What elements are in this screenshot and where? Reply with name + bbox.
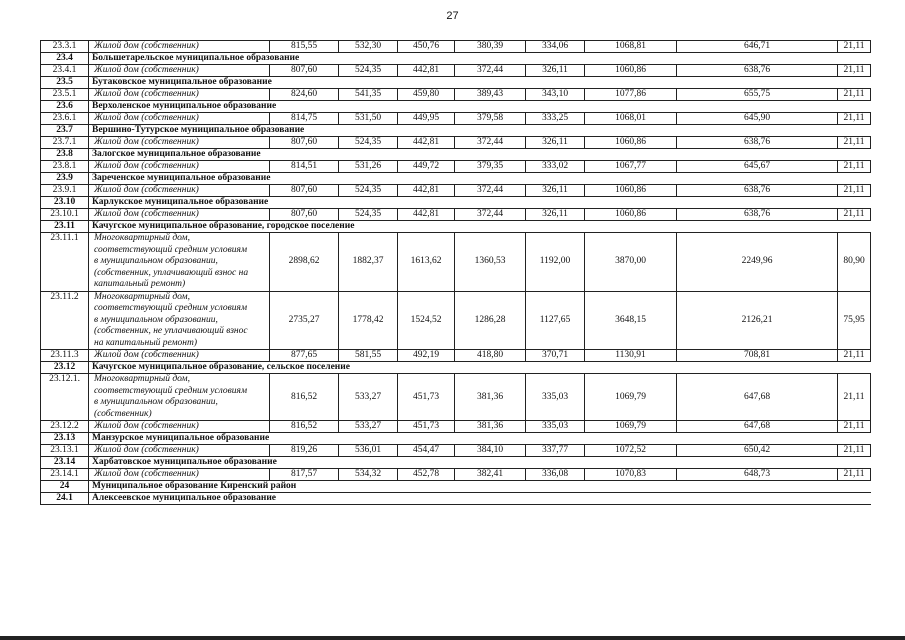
dwelling-type-line: капитальный ремонт) — [94, 279, 186, 289]
row-code: 23.11.3 — [41, 350, 89, 362]
section-title: Карлукское муниципальное образование — [89, 197, 871, 209]
value-cell: 21,11 — [838, 209, 871, 221]
value-cell: 1068,01 — [585, 113, 677, 125]
value-cell: 21,11 — [838, 161, 871, 173]
section-title: Залогское муниципальное образование — [89, 149, 871, 161]
value-cell: 370,71 — [526, 350, 585, 362]
dwelling-type: Жилой дом (собственник) — [89, 41, 270, 53]
value-cell: 638,76 — [677, 209, 838, 221]
table-row — [41, 113, 871, 125]
value-cell: 647,68 — [677, 374, 838, 421]
value-cell: 449,72 — [398, 161, 455, 173]
table-row — [41, 41, 871, 53]
value-cell: 1060,86 — [585, 185, 677, 197]
value-cell: 80,90 — [838, 233, 871, 292]
table-row — [41, 374, 871, 421]
value-cell: 1069,79 — [585, 374, 677, 421]
value-cell: 326,11 — [526, 209, 585, 221]
value-cell: 389,43 — [455, 89, 526, 101]
dwelling-type: Жилой дом (собственник) — [89, 65, 270, 77]
section-title: Зареченское муниципальное образование — [89, 173, 871, 185]
section-title: Харбатовское муниципальное образование — [89, 457, 871, 469]
section-title: Верхоленское муниципальное образование — [89, 101, 871, 113]
section-row — [41, 457, 871, 469]
value-cell: 816,52 — [270, 374, 339, 421]
value-cell: 21,11 — [838, 445, 871, 457]
value-cell: 451,73 — [398, 421, 455, 433]
section-code: 23.9 — [41, 173, 89, 185]
value-cell: 533,27 — [339, 421, 398, 433]
value-cell: 372,44 — [455, 65, 526, 77]
value-cell: 1077,86 — [585, 89, 677, 101]
value-cell: 21,11 — [838, 185, 871, 197]
section-row — [41, 493, 871, 505]
row-code: 23.13.1 — [41, 445, 89, 457]
value-cell: 1360,53 — [455, 233, 526, 292]
row-code: 23.3.1 — [41, 41, 89, 53]
value-cell: 1060,86 — [585, 209, 677, 221]
dwelling-type-line: (собственник) — [94, 408, 152, 419]
value-cell: 1060,86 — [585, 65, 677, 77]
value-cell: 524,35 — [339, 137, 398, 149]
value-cell: 449,95 — [398, 113, 455, 125]
value-cell: 326,11 — [526, 137, 585, 149]
dwelling-type: Жилой дом (собственник) — [89, 89, 270, 101]
dwelling-type: Жилой дом (собственник) — [89, 185, 270, 197]
value-cell: 492,19 — [398, 350, 455, 362]
value-cell: 2735,27 — [270, 291, 339, 350]
value-cell: 372,44 — [455, 185, 526, 197]
table-row — [41, 137, 871, 149]
section-title: Качугское муниципальное образование, сельское поселение — [89, 362, 871, 374]
dwelling-type — [89, 291, 270, 350]
table-row — [41, 291, 871, 350]
row-code: 23.6.1 — [41, 113, 89, 125]
section-title: Большетарельское муниципальное образование — [89, 53, 871, 65]
section-code: 23.10 — [41, 197, 89, 209]
value-cell: 533,27 — [339, 374, 398, 421]
table-row — [41, 469, 871, 481]
section-row — [41, 481, 871, 493]
value-cell: 21,11 — [838, 89, 871, 101]
value-cell: 1778,42 — [339, 291, 398, 350]
row-code: 23.5.1 — [41, 89, 89, 101]
value-cell: 814,75 — [270, 113, 339, 125]
value-cell: 21,11 — [838, 469, 871, 481]
dwelling-type-line: соответствующий средним условиям — [94, 385, 248, 396]
page-number: 27 — [446, 10, 459, 22]
dwelling-type: Жилой дом (собственник) — [89, 350, 270, 362]
value-cell: 326,11 — [526, 65, 585, 77]
dwelling-type: Жилой дом (собственник) — [89, 209, 270, 221]
value-cell: 381,36 — [455, 421, 526, 433]
value-cell: 333,02 — [526, 161, 585, 173]
table-row — [41, 421, 871, 433]
dwelling-type: Жилой дом (собственник) — [89, 113, 270, 125]
dwelling-type-line: на капитальный ремонт) — [94, 337, 198, 348]
value-cell: 21,11 — [838, 41, 871, 53]
value-cell: 581,55 — [339, 350, 398, 362]
value-cell: 807,60 — [270, 137, 339, 149]
dwelling-type-line: в муниципальном образовании, — [94, 256, 218, 266]
section-title: Манзурское муниципальное образование — [89, 433, 871, 445]
row-code: 23.7.1 — [41, 137, 89, 149]
value-cell: 816,52 — [270, 421, 339, 433]
dwelling-type-line: Многоквартирный дом, — [94, 291, 190, 302]
section-title: Бутаковское муниципальное образование — [89, 77, 871, 89]
value-cell: 1613,62 — [398, 233, 455, 292]
row-code: 23.9.1 — [41, 185, 89, 197]
value-cell: 3870,00 — [585, 233, 677, 292]
value-cell: 655,75 — [677, 89, 838, 101]
value-cell: 336,08 — [526, 469, 585, 481]
page-bottom-edge — [0, 636, 905, 640]
value-cell: 21,11 — [838, 421, 871, 433]
table-row — [41, 65, 871, 77]
dwelling-type-line: Многоквартирный дом, — [94, 374, 190, 384]
table-body — [41, 41, 871, 505]
value-cell: 807,60 — [270, 65, 339, 77]
dwelling-type — [89, 233, 270, 292]
table-row — [41, 89, 871, 101]
value-cell: 2126,21 — [677, 291, 838, 350]
value-cell: 335,03 — [526, 421, 585, 433]
value-cell: 650,42 — [677, 445, 838, 457]
value-cell: 21,11 — [838, 137, 871, 149]
value-cell: 326,11 — [526, 185, 585, 197]
value-cell: 442,81 — [398, 185, 455, 197]
value-cell: 807,60 — [270, 209, 339, 221]
value-cell: 638,76 — [677, 185, 838, 197]
row-code: 23.12.2 — [41, 421, 89, 433]
value-cell: 524,35 — [339, 209, 398, 221]
value-cell: 645,90 — [677, 113, 838, 125]
value-cell: 817,57 — [270, 469, 339, 481]
value-cell: 815,55 — [270, 41, 339, 53]
dwelling-type-line: (собственник, уплачивающий взнос на — [94, 267, 249, 278]
section-row — [41, 362, 871, 374]
table-row — [41, 161, 871, 173]
value-cell: 647,68 — [677, 421, 838, 433]
value-cell: 337,77 — [526, 445, 585, 457]
value-cell: 877,65 — [270, 350, 339, 362]
section-code: 23.5 — [41, 77, 89, 89]
value-cell: 1127,65 — [526, 291, 585, 350]
value-cell: 2898,62 — [270, 233, 339, 292]
section-row — [41, 433, 871, 445]
value-cell: 531,50 — [339, 113, 398, 125]
section-code: 23.11 — [41, 221, 89, 233]
value-cell: 333,25 — [526, 113, 585, 125]
section-row — [41, 149, 871, 161]
value-cell: 381,36 — [455, 374, 526, 421]
section-code: 23.6 — [41, 101, 89, 113]
section-row — [41, 101, 871, 113]
row-code: 23.11.2 — [41, 291, 89, 350]
value-cell: 384,10 — [455, 445, 526, 457]
section-code: 23.8 — [41, 149, 89, 161]
value-cell: 372,44 — [455, 209, 526, 221]
value-cell: 454,47 — [398, 445, 455, 457]
value-cell: 1524,52 — [398, 291, 455, 350]
dwelling-type-line: в муниципальном образовании, — [94, 397, 218, 407]
value-cell: 452,78 — [398, 469, 455, 481]
section-row — [41, 77, 871, 89]
value-cell: 534,32 — [339, 469, 398, 481]
section-code: 23.14 — [41, 457, 89, 469]
dwelling-type-line: соответствующий средним условиям — [94, 303, 248, 313]
value-cell: 418,80 — [455, 350, 526, 362]
section-code: 23.12 — [41, 362, 89, 374]
table-row — [41, 233, 871, 292]
value-cell: 531,26 — [339, 161, 398, 173]
section-row — [41, 221, 871, 233]
value-cell: 708,81 — [677, 350, 838, 362]
value-cell: 21,11 — [838, 374, 871, 421]
value-cell: 536,01 — [339, 445, 398, 457]
value-cell: 1060,86 — [585, 137, 677, 149]
value-cell: 1072,52 — [585, 445, 677, 457]
value-cell: 3648,15 — [585, 291, 677, 350]
value-cell: 814,51 — [270, 161, 339, 173]
section-code: 24.1 — [41, 493, 89, 505]
dwelling-type-line: в муниципальном образовании, — [94, 314, 218, 325]
value-cell: 1192,00 — [526, 233, 585, 292]
value-cell: 442,81 — [398, 65, 455, 77]
dwelling-type-line: (собственник, не уплачивающий взнос — [94, 326, 248, 336]
row-code: 23.10.1 — [41, 209, 89, 221]
value-cell: 442,81 — [398, 209, 455, 221]
value-cell: 380,39 — [455, 41, 526, 53]
value-cell: 646,71 — [677, 41, 838, 53]
value-cell: 379,58 — [455, 113, 526, 125]
value-cell: 21,11 — [838, 65, 871, 77]
table-row — [41, 445, 871, 457]
row-code: 23.14.1 — [41, 469, 89, 481]
dwelling-type: Жилой дом (собственник) — [89, 421, 270, 433]
value-cell: 1067,77 — [585, 161, 677, 173]
tariff-table — [40, 40, 871, 505]
value-cell: 1070,83 — [585, 469, 677, 481]
value-cell: 379,35 — [455, 161, 526, 173]
row-code: 23.8.1 — [41, 161, 89, 173]
dwelling-type-line: соответствующий средним условиям — [94, 244, 248, 255]
value-cell: 21,11 — [838, 350, 871, 362]
dwelling-type: Жилой дом (собственник) — [89, 445, 270, 457]
table-row — [41, 350, 871, 362]
value-cell: 343,10 — [526, 89, 585, 101]
row-code: 23.4.1 — [41, 65, 89, 77]
dwelling-type: Жилой дом (собственник) — [89, 137, 270, 149]
value-cell: 524,35 — [339, 185, 398, 197]
value-cell: 1882,37 — [339, 233, 398, 292]
section-title: Алексеевское муниципальное образование — [89, 493, 871, 505]
value-cell: 638,76 — [677, 137, 838, 149]
dwelling-type-line: Многоквартирный дом, — [94, 233, 190, 243]
value-cell: 459,80 — [398, 89, 455, 101]
dwelling-type: Жилой дом (собственник) — [89, 161, 270, 173]
section-code: 23.7 — [41, 125, 89, 137]
dwelling-type: Жилой дом (собственник) — [89, 469, 270, 481]
value-cell: 450,76 — [398, 41, 455, 53]
section-row — [41, 125, 871, 137]
value-cell: 75,95 — [838, 291, 871, 350]
section-title: Вершино-Тутурское муниципальное образование — [89, 125, 871, 137]
table-row — [41, 185, 871, 197]
table-row — [41, 209, 871, 221]
value-cell: 532,30 — [339, 41, 398, 53]
section-title: Качугское муниципальное образование, городское поселение — [89, 221, 871, 233]
section-row — [41, 173, 871, 185]
value-cell: 1069,79 — [585, 421, 677, 433]
value-cell: 1068,81 — [585, 41, 677, 53]
value-cell: 442,81 — [398, 137, 455, 149]
value-cell: 648,73 — [677, 469, 838, 481]
value-cell: 638,76 — [677, 65, 838, 77]
value-cell: 21,11 — [838, 113, 871, 125]
value-cell: 335,03 — [526, 374, 585, 421]
value-cell: 524,35 — [339, 65, 398, 77]
value-cell: 645,67 — [677, 161, 838, 173]
value-cell: 451,73 — [398, 374, 455, 421]
value-cell: 819,26 — [270, 445, 339, 457]
section-code: 23.13 — [41, 433, 89, 445]
value-cell: 807,60 — [270, 185, 339, 197]
value-cell: 334,06 — [526, 41, 585, 53]
row-code: 23.12.1. — [41, 374, 89, 421]
section-title: Муниципальное образование Киренский район — [89, 481, 871, 493]
value-cell: 824,60 — [270, 89, 339, 101]
section-code: 23.4 — [41, 53, 89, 65]
dwelling-type — [89, 374, 270, 421]
section-row — [41, 197, 871, 209]
value-cell: 382,41 — [455, 469, 526, 481]
row-code: 23.11.1 — [41, 233, 89, 292]
value-cell: 1130,91 — [585, 350, 677, 362]
value-cell: 372,44 — [455, 137, 526, 149]
value-cell: 541,35 — [339, 89, 398, 101]
value-cell: 2249,96 — [677, 233, 838, 292]
section-row — [41, 53, 871, 65]
section-code: 24 — [41, 481, 89, 493]
value-cell: 1286,28 — [455, 291, 526, 350]
